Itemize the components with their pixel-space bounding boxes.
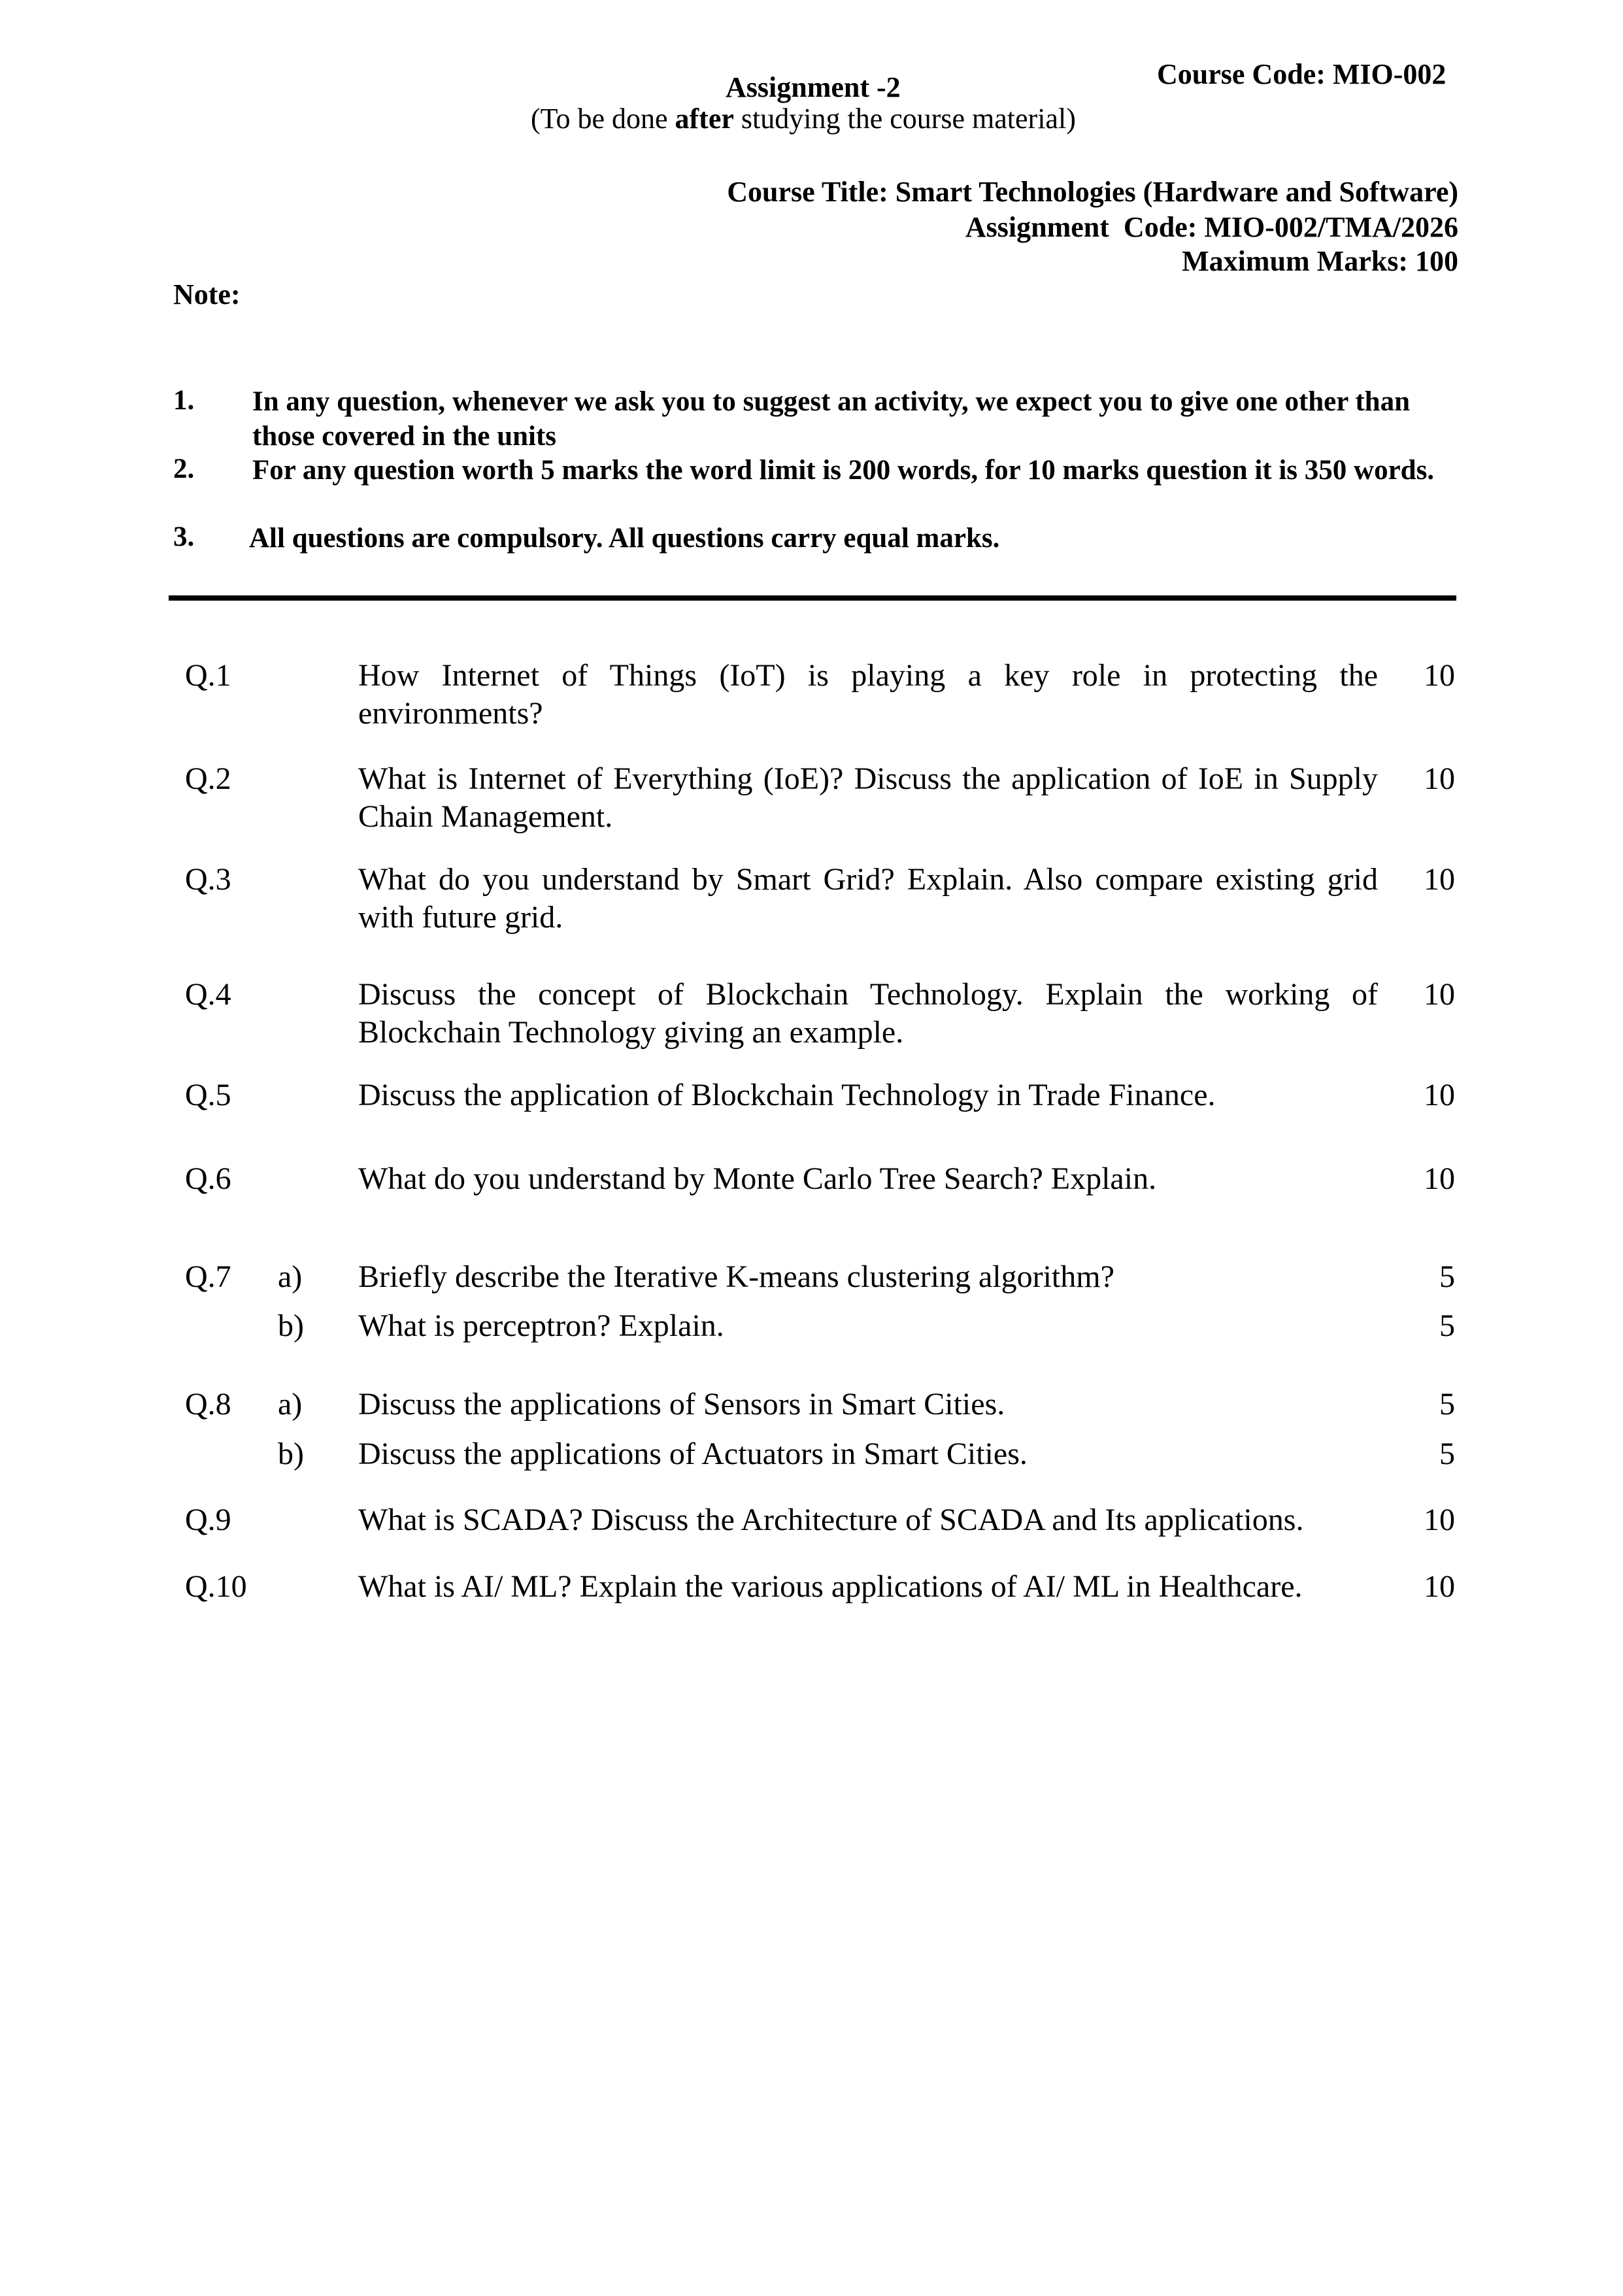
question-number: Q.8 — [185, 1387, 231, 1422]
subtitle-bold: after — [675, 103, 734, 135]
question-marks: 5 — [1439, 1387, 1455, 1422]
question-number: Q.10 — [185, 1569, 247, 1604]
section-divider — [169, 595, 1456, 601]
note-number: 3. — [173, 522, 195, 552]
question-number: Q.9 — [185, 1503, 231, 1537]
question-number: Q.6 — [185, 1161, 231, 1196]
note-text: In any question, whenever we ask you to suggest an activity, we expect you to give one other than those covered in the units — [252, 386, 1410, 452]
question-number: Q.2 — [185, 761, 231, 796]
course-title: Course Title: Smart Technologies (Hardware and Software) — [727, 176, 1458, 208]
note-number: 2. — [173, 454, 195, 484]
question-marks: 10 — [1424, 761, 1455, 796]
question-text: What do you understand by Monte Carlo Tree Search? Explain. — [358, 1161, 1157, 1196]
question-number: Q.3 — [185, 862, 231, 897]
question-text: Discuss the applications of Actuators in Smart Cities. — [358, 1437, 1028, 1471]
question-number: Q.5 — [185, 1078, 231, 1112]
question-text: How Internet of Things (IoT) is playing a key role in protecting the environments? — [358, 658, 1378, 731]
question-text: What is perceptron? Explain. — [358, 1308, 724, 1343]
question-marks: 10 — [1424, 1503, 1455, 1537]
question-part-label: b) — [278, 1437, 304, 1471]
question-text: What is SCADA? Discuss the Architecture of SCADA and Its applications. — [358, 1503, 1304, 1537]
question-text: What do you understand by Smart Grid? Explain. Also compare existing grid with future grid. — [358, 862, 1378, 935]
question-text: What is Internet of Everything (IoE)? Discuss the application of IoE in Supply Chain Management. — [358, 761, 1378, 834]
course-code: Course Code: MIO-002 — [1157, 58, 1447, 90]
assignment-code: Assignment Code: MIO-002/TMA/2026 — [965, 211, 1458, 243]
question-part-label: a) — [278, 1259, 303, 1294]
question-marks: 5 — [1439, 1437, 1455, 1471]
question-part-label: b) — [278, 1308, 304, 1343]
question-marks: 10 — [1424, 658, 1455, 693]
question-text: Discuss the application of Blockchain Technology in Trade Finance. — [358, 1078, 1216, 1112]
note-text: All questions are compulsory. All questions carry equal marks. — [249, 523, 1000, 554]
subtitle-post: studying the course material) — [733, 103, 1076, 135]
question-text: Briefly describe the Iterative K-means clustering algorithm? — [358, 1259, 1114, 1294]
question-part-label: a) — [278, 1387, 303, 1422]
note-number: 1. — [173, 385, 195, 416]
question-text: What is AI/ ML? Explain the various applications of AI/ ML in Healthcare. — [358, 1569, 1303, 1604]
question-number: Q.4 — [185, 977, 231, 1012]
note-text: For any question worth 5 marks the word limit is 200 words, for 10 marks question it is 350 words. — [252, 455, 1435, 486]
question-text: Discuss the concept of Blockchain Technology. Explain the working of Blockchain Technology giving an example. — [358, 977, 1378, 1050]
assignment-title: Assignment -2 — [726, 71, 901, 103]
assignment-subtitle — [531, 102, 1076, 135]
maximum-marks: Maximum Marks: 100 — [1182, 245, 1458, 277]
question-marks: 10 — [1424, 977, 1455, 1012]
question-marks: 10 — [1424, 1161, 1455, 1196]
subtitle-pre: (To be done — [531, 103, 675, 135]
question-text: Discuss the applications of Sensors in Smart Cities. — [358, 1387, 1005, 1422]
question-marks: 5 — [1439, 1259, 1455, 1294]
question-marks: 10 — [1424, 1078, 1455, 1112]
question-marks: 10 — [1424, 862, 1455, 897]
question-number: Q.1 — [185, 658, 231, 693]
question-number: Q.7 — [185, 1259, 231, 1294]
note-label: Note: — [173, 278, 241, 310]
question-marks: 10 — [1424, 1569, 1455, 1604]
question-marks: 5 — [1439, 1308, 1455, 1343]
